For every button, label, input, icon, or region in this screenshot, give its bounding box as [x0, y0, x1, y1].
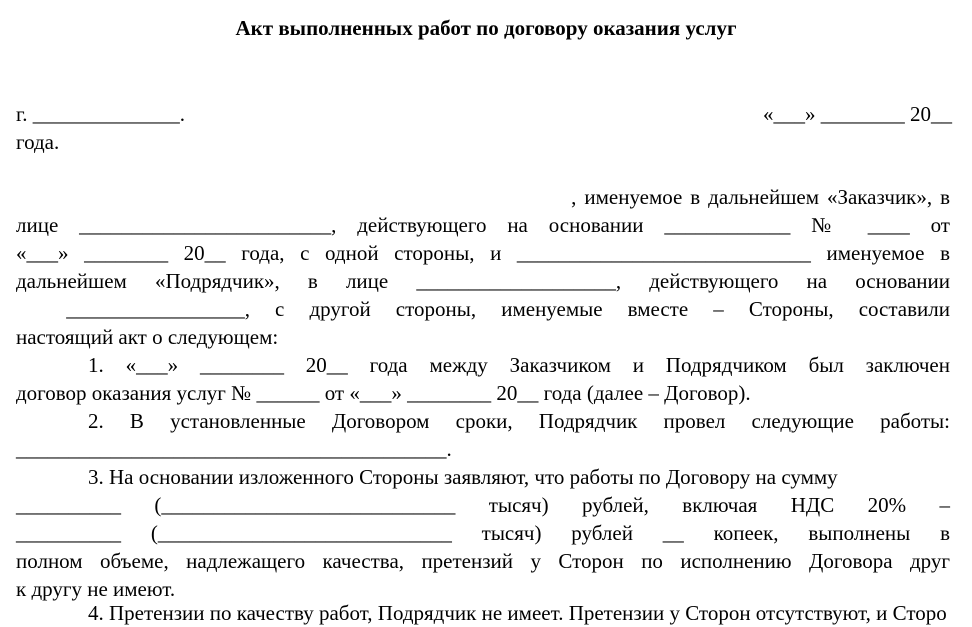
year-word: года. [16, 130, 60, 154]
item1-line-2: договор оказания услуг № ______ от «___» ________ 20__ года (далее – Договор). [16, 381, 751, 405]
para1-line-5: _________________, с другой стороны, именуемые вместе – Стороны, составили [16, 297, 950, 321]
date-line: «___» ________ 20__ [763, 102, 952, 126]
item3-line-4: полном объеме, надлежащего качества, претензий у Сторон по исполнению Договора друг [16, 549, 950, 573]
item3-line-3: __________ (____________________________ тысяч) рублей __ копеек, выполнены в [16, 521, 950, 545]
item3-line-5: к другу не имеют. [16, 577, 176, 601]
item2-line-2: _________________________________________. [16, 437, 452, 461]
para1-line-4: дальнейшем «Подрядчик», в лице ___________________, действующего на основании [16, 269, 950, 293]
city-line: г. ______________. [16, 102, 185, 126]
item4-line-1: 4. Претензии по качеству работ, Подрядчик не имеет. Претензии у Сторон отсутствуют, и Сторо [88, 601, 947, 625]
para1-line-1: , именуемое в дальнейшем «Заказчик», в [86, 185, 950, 209]
item1-line-1: 1. «___» ________ 20__ года между Заказчиком и Подрядчиком был заключен [88, 353, 950, 377]
item3-line-2: __________ (____________________________ тысяч) рублей, включая НДС 20% – [16, 493, 950, 517]
document-title: Акт выполненных работ по договору оказания услуг [235, 16, 737, 40]
para1-line-2: лице ________________________, действующего на основании ____________ № ____ от [16, 213, 950, 237]
para1-line-3: «___» ________ 20__ года, с одной стороны, и ____________________________ именуемое в [16, 241, 950, 265]
item3-line-1: 3. На основании изложенного Стороны заявляют, что работы по Договору на сумму [88, 465, 838, 489]
item2-line-1: 2. В установленные Договором сроки, Подрядчик провел следующие работы: [88, 409, 950, 433]
para1-line-6: настоящий акт о следующем: [16, 325, 279, 349]
